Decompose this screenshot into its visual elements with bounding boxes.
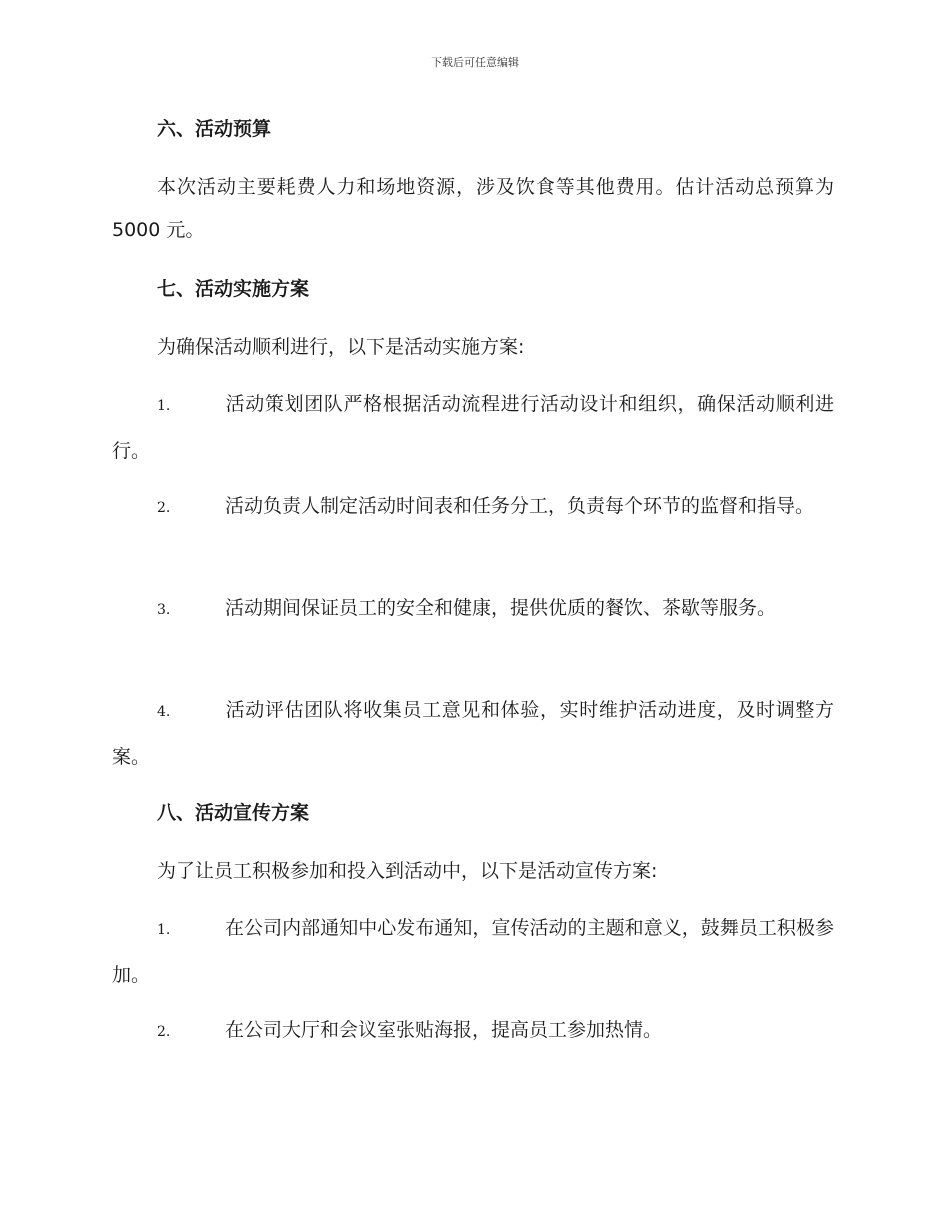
list-number: 1. bbox=[157, 922, 171, 938]
list-item bbox=[112, 382, 834, 474]
list-number: 1. bbox=[157, 398, 171, 414]
list-item bbox=[112, 1008, 834, 1055]
promotion-intro: 为了让员工积极参加和投入到活动中，以下是活动宣传方案: bbox=[157, 860, 658, 882]
implementation-intro: 为确保活动顺利进行，以下是活动实施方案: bbox=[157, 336, 525, 358]
page-header: 下载后可任意编辑 bbox=[431, 56, 519, 69]
list-text: 活动策划团队严格根据活动流程进行活动设计和组织，确保活动顺利进行。 bbox=[112, 393, 834, 462]
list-number: 3. bbox=[157, 602, 171, 618]
list-text: 在公司大厅和会议室张贴海报，提高员工参加热情。 bbox=[225, 1019, 663, 1041]
list-number: 2. bbox=[157, 1024, 171, 1040]
section-heading-promotion: 八、活动宣传方案 bbox=[157, 802, 310, 824]
list-item bbox=[112, 906, 834, 998]
list-item bbox=[112, 586, 834, 633]
list-text: 在公司内部通知中心发布通知，宣传活动的主题和意义，鼓舞员工积极参加。 bbox=[112, 917, 834, 986]
list-item bbox=[112, 484, 834, 531]
list-number: 2. bbox=[157, 500, 171, 516]
list-text: 活动期间保证员工的安全和健康，提供优质的餐饮、茶歇等服务。 bbox=[225, 597, 777, 619]
list-number: 4. bbox=[157, 704, 171, 720]
list-text: 活动评估团队将收集员工意见和体验，实时维护活动进度，及时调整方案。 bbox=[112, 699, 834, 768]
section-heading-budget: 六、活动预算 bbox=[157, 118, 272, 140]
list-item bbox=[112, 688, 834, 780]
list-text: 活动负责人制定活动时间表和任务分工，负责每个环节的监督和指导。 bbox=[225, 495, 815, 517]
budget-paragraph: 本次活动主要耗费人力和场地资源，涉及饮食等其他费用。估计活动总预算为 5000 元。 bbox=[112, 176, 834, 241]
section-heading-implementation: 七、活动实施方案 bbox=[157, 278, 310, 300]
